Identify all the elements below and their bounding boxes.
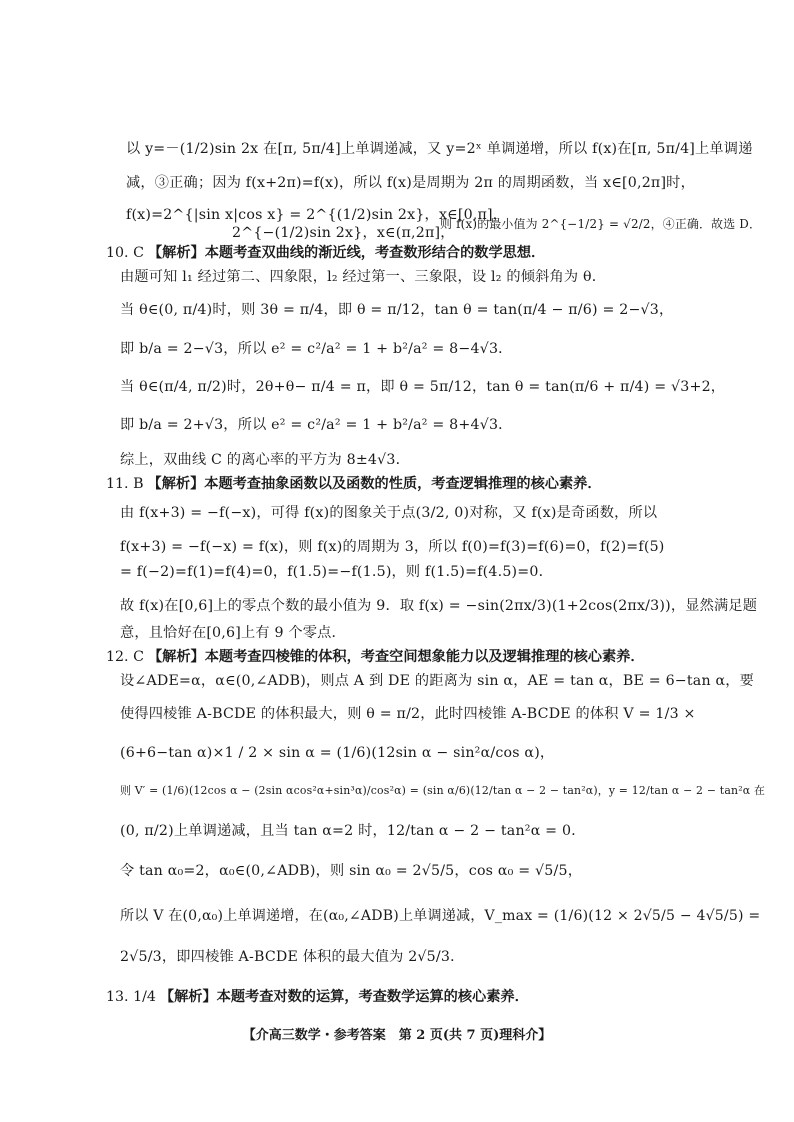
page-footer: 【介高三数学・参考答案 第 2 页(共 7 页)理科介】 [242,1028,552,1043]
q12-line: 使得四棱锥 A-BCDE 的体积最大，则 θ = π/2，此时四棱锥 A-BCDE 的体积 V = 1/3 × [120,706,696,722]
q13-number: 13. 1/4 [106,989,156,1005]
q11-line: = f(−2)=f(1)=f(4)=0，f(1.5)=−f(1.5)，则 f(1.5)=f(4.5)=0． [120,564,553,580]
q12-line: 令 tan α₀=2，α₀∈(0,∠ADB)，则 sin α₀ = 2√5/5，cos α₀ = √5/5， [120,863,583,879]
q12-number: 12. C [106,649,144,665]
q10-number: 10. C [106,245,144,261]
q12-line: 所以 V 在(0,α₀)上单调递增，在(α₀,∠ADB)上单调递减，V_max = (1/6)(12 × 2√5/5 − 4√5/5) = [120,908,761,924]
q12-line: (0, π/2)上单调递减，且当 tan α=2 时，12/tan α − 2 − tan²α = 0． [120,823,586,839]
carry-line-2: 减，③正确；因为 f(x+2π)=f(x)，所以 f(x)是周期为 2π 的周期函数，当 x∈[0,2π]时， [126,175,695,191]
carry-line-1: 以 y=－(1/2)sin 2x 在[π, 5π/4]上单调递减，又 y=2ˣ 单调递增，所以 f(x)在[π, 5π/4]上单调递 [126,141,753,157]
q10-line: 由题可知 l₁ 经过第二、四象限，l₂ 经过第一、三象限，设 l₂ 的倾斜角为 θ． [120,269,607,285]
q10-heading [106,244,545,262]
q12-line: 则 V′ = (1/6)(12cos α − (2sin αcos²α+sin³α)/cos²α) = (sin α/6)(12/tan α − 2 − tan²α)，y = 12/tan α − 2 − tan²α 在 [120,784,765,797]
q11-heading [106,475,602,493]
q10-line: 即 b/a = 2+√3，所以 e² = c²/a² = 1 + b²/a² = 8+4√3． [120,417,513,433]
q11-number: 11. B [106,476,144,492]
q12-heading-text: 【解析】本题考查四棱锥的体积，考查空间想象能力以及逻辑推理的核心素养． [147,649,645,665]
q10-heading-text: 【解析】本题考查双曲线的渐近线，考查数形结合的数学思想． [147,245,546,261]
q13-heading [106,988,529,1006]
q11-line: 由 f(x+3) = −f(−x)，可得 f(x)的图象关于点(3/2, 0)对称，又 f(x)是奇函数，所以 [120,505,658,521]
q12-line: (6+6−tan α)×1 / 2 × sin α = (1/6)(12sin α − sin²α/cos α)， [120,745,555,761]
q10-line: 当 θ∈(π/4, π/2)时，2θ+θ− π/4 = π，即 θ = 5π/12，tan θ = tan(π/6 + π/4) = √3+2， [120,379,726,395]
carry-line-3a: f(x)=2^{|sin x|cos x} = 2^{(1/2)sin 2x}，x∈[0,π]， [126,207,508,223]
q11-heading-text: 【解析】本题考查抽象函数以及函数的性质，考查逻辑推理的核心素养． [147,476,602,492]
q11-line: 意，且恰好在[0,6]上有 9 个零点． [120,625,346,641]
carry-line-3c: 则 f(x)的最小值为 2^{−1/2} = √2/2，④正确．故选 D． [440,217,762,231]
carry-line-3b: 2^{−(1/2)sin 2x}，x∈(π,2π]， [232,225,455,241]
q10-line: 当 θ∈(0, π/4)时，则 3θ = π/4，即 θ = π/12，tan θ = tan(π/4 − π/6) = 2−√3， [120,302,674,318]
q10-line: 综上，双曲线 C 的离心率的平方为 8±4√3． [120,452,411,468]
q11-line: f(x+3) = −f(−x) = f(x)，则 f(x)的周期为 3，所以 f(0)=f(3)=f(6)=0，f(2)=f(5) [120,539,665,555]
q12-line: 设∠ADE=α，α∈(0,∠ADB)，则点 A 到 DE 的距离为 sin α，AE = tan α，BE = 6−tan α，要 [120,673,755,689]
q13-heading-text: 【解析】本题考查对数的运算，考查数学运算的核心素养． [159,989,529,1005]
q12-line: 2√5/3，即四棱锥 A-BCDE 体积的最大值为 2√5/3． [120,949,465,965]
q12-heading [106,648,645,666]
q11-line: 故 f(x)在[0,6]上的零点个数的最小值为 9．取 f(x) = −sin(2πx/3)(1+2cos(2πx/3))，显然满足题 [120,598,758,614]
q10-line: 即 b/a = 2−√3，所以 e² = c²/a² = 1 + b²/a² = 8−4√3． [120,341,513,357]
